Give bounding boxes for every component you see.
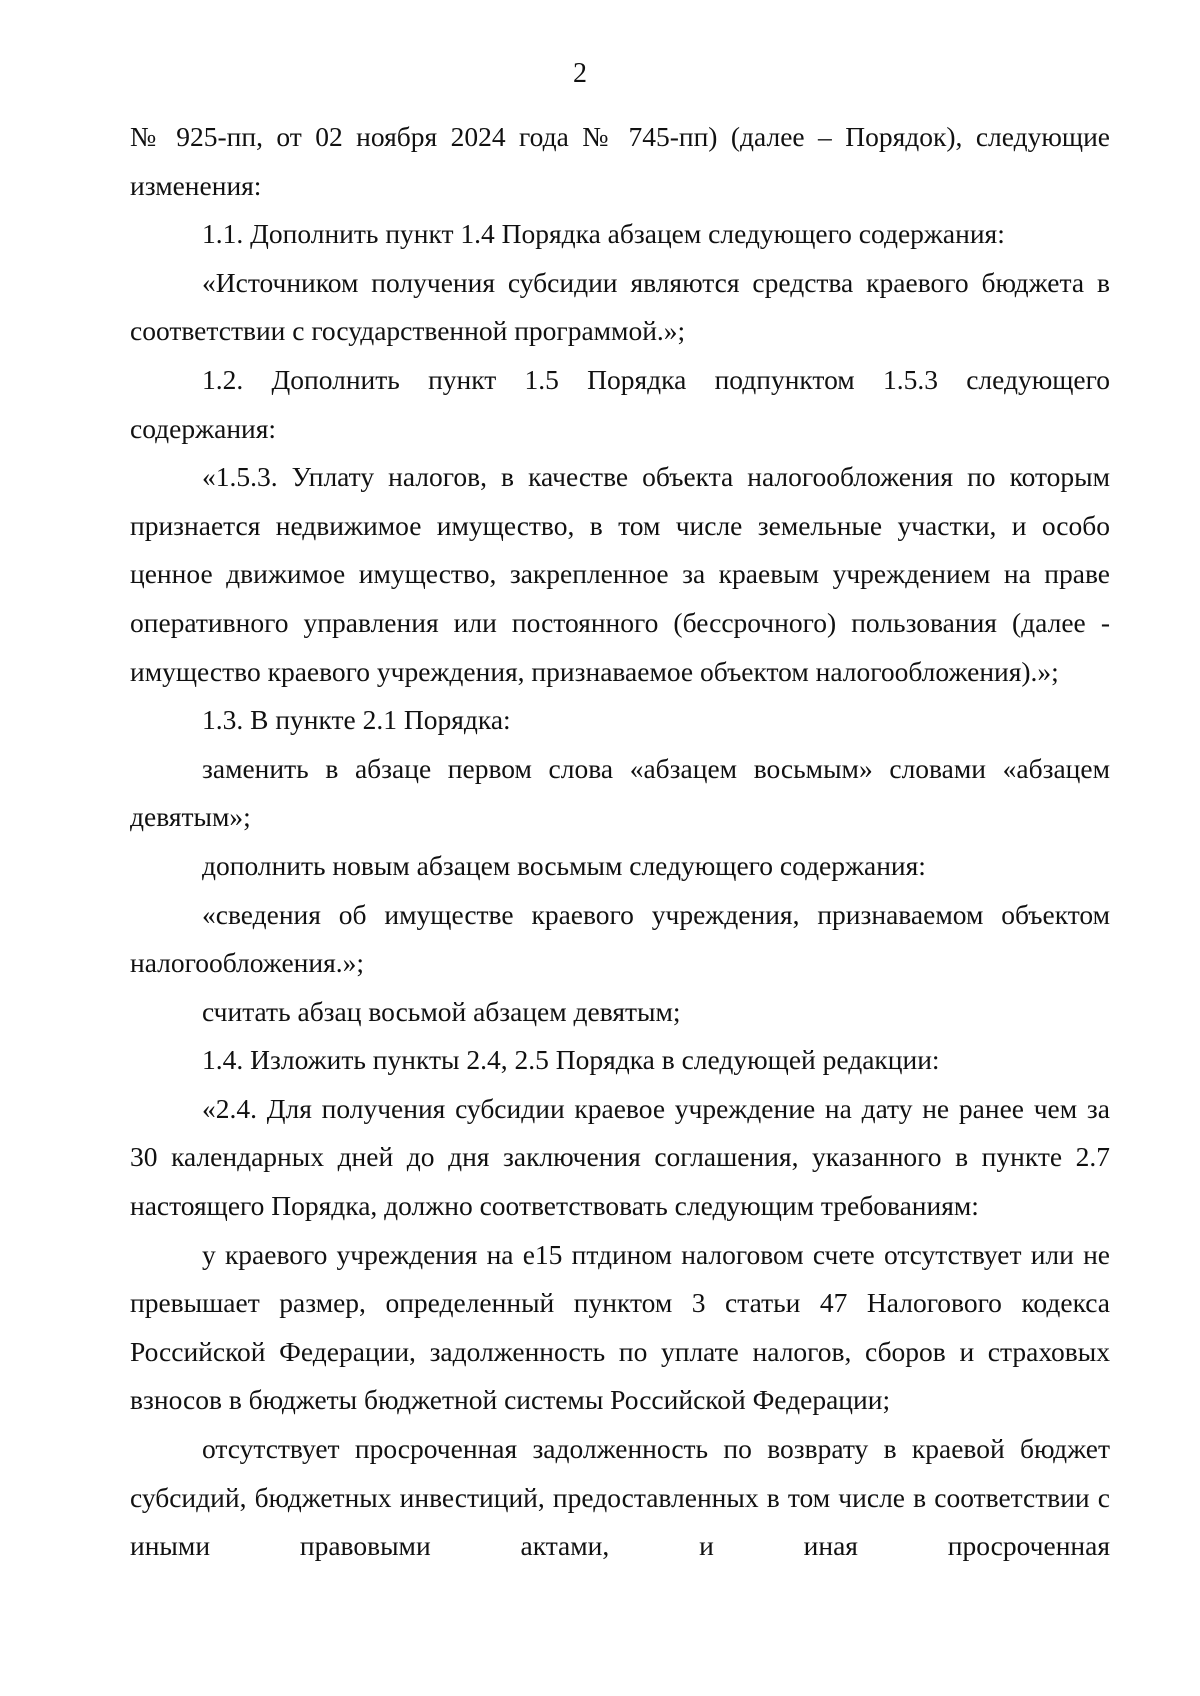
paragraph-new-quote: «сведения об имуществе краевого учреждения, признаваемом объектом налогообложения.»; xyxy=(130,898,1110,979)
paragraph-1-2: 1.2. Дополнить пункт 1.5 Порядка подпунктом 1.5.3 следующего содержания: xyxy=(130,363,1110,444)
paragraph-1-1-quote: «Источником получения субсидии являются средства краевого бюджета в соответствии с государственной программой.»; xyxy=(130,266,1110,347)
paragraph-tax-debt: у краевого учреждения на е15 птдином налоговом счете отсутствует или не превышает размер, определенный пунктом 3 статьи 47 Налогового кодекса Российской Федерации, задолженность по уплате налогов, сборов и страховых взносов в бюджеты бюджетной системы Российской Федерации; xyxy=(130,1238,1110,1416)
paragraph-1-1: 1.1. Дополнить пункт 1.4 Порядка абзацем следующего содержания: xyxy=(202,218,1005,250)
page-number: 2 xyxy=(573,58,587,89)
paragraph-renumber: считать абзац восьмой абзацем девятым; xyxy=(202,995,681,1027)
paragraph-replace-words: заменить в абзаце первом слова «абзацем восьмым» словами «абзацем девятым»; xyxy=(130,752,1110,833)
paragraph-add-new: дополнить новым абзацем восьмым следующего содержания: xyxy=(202,849,926,881)
document-body xyxy=(130,113,1110,1571)
paragraph-1-5-3-quote: «1.5.3. Уплату налогов, в качестве объекта налогообложения по которым признается недвижимое имущество, в том числе земельные участки, и особо ценное движимое имущество, закрепленное за краевым учреждением на праве оперативного управления или постоянного (бессрочного) пользования (далее - имущество краевого учреждения, признаваемое объектом налогообложения).»; xyxy=(130,461,1110,687)
paragraph-continuation: № 925-пп, от 02 ноября 2024 года № 745-пп) (далее – Порядок), следующие изменения: xyxy=(130,121,1110,201)
paragraph-1-4: 1.4. Изложить пункты 2.4, 2.5 Порядка в следующей редакции: xyxy=(202,1044,940,1076)
paragraph-overdue-debt: отсутствует просроченная задолженность по возврату в краевой бюджет субсидий, бюджетных инвестиций, предоставленных в том числе в соответствии с иными правовыми актами, и иная просроченная xyxy=(130,1433,1110,1562)
paragraph-2-4-quote: «2.4. Для получения субсидии краевое учреждение на дату не ранее чем за 30 календарных дней до дня заключения соглашения, указанного в пункте 2.7 настоящего Порядка, должно соответствовать следующим требованиям: xyxy=(130,1092,1110,1222)
paragraph-1-3: 1.3. В пункте 2.1 Порядка: xyxy=(202,704,511,736)
